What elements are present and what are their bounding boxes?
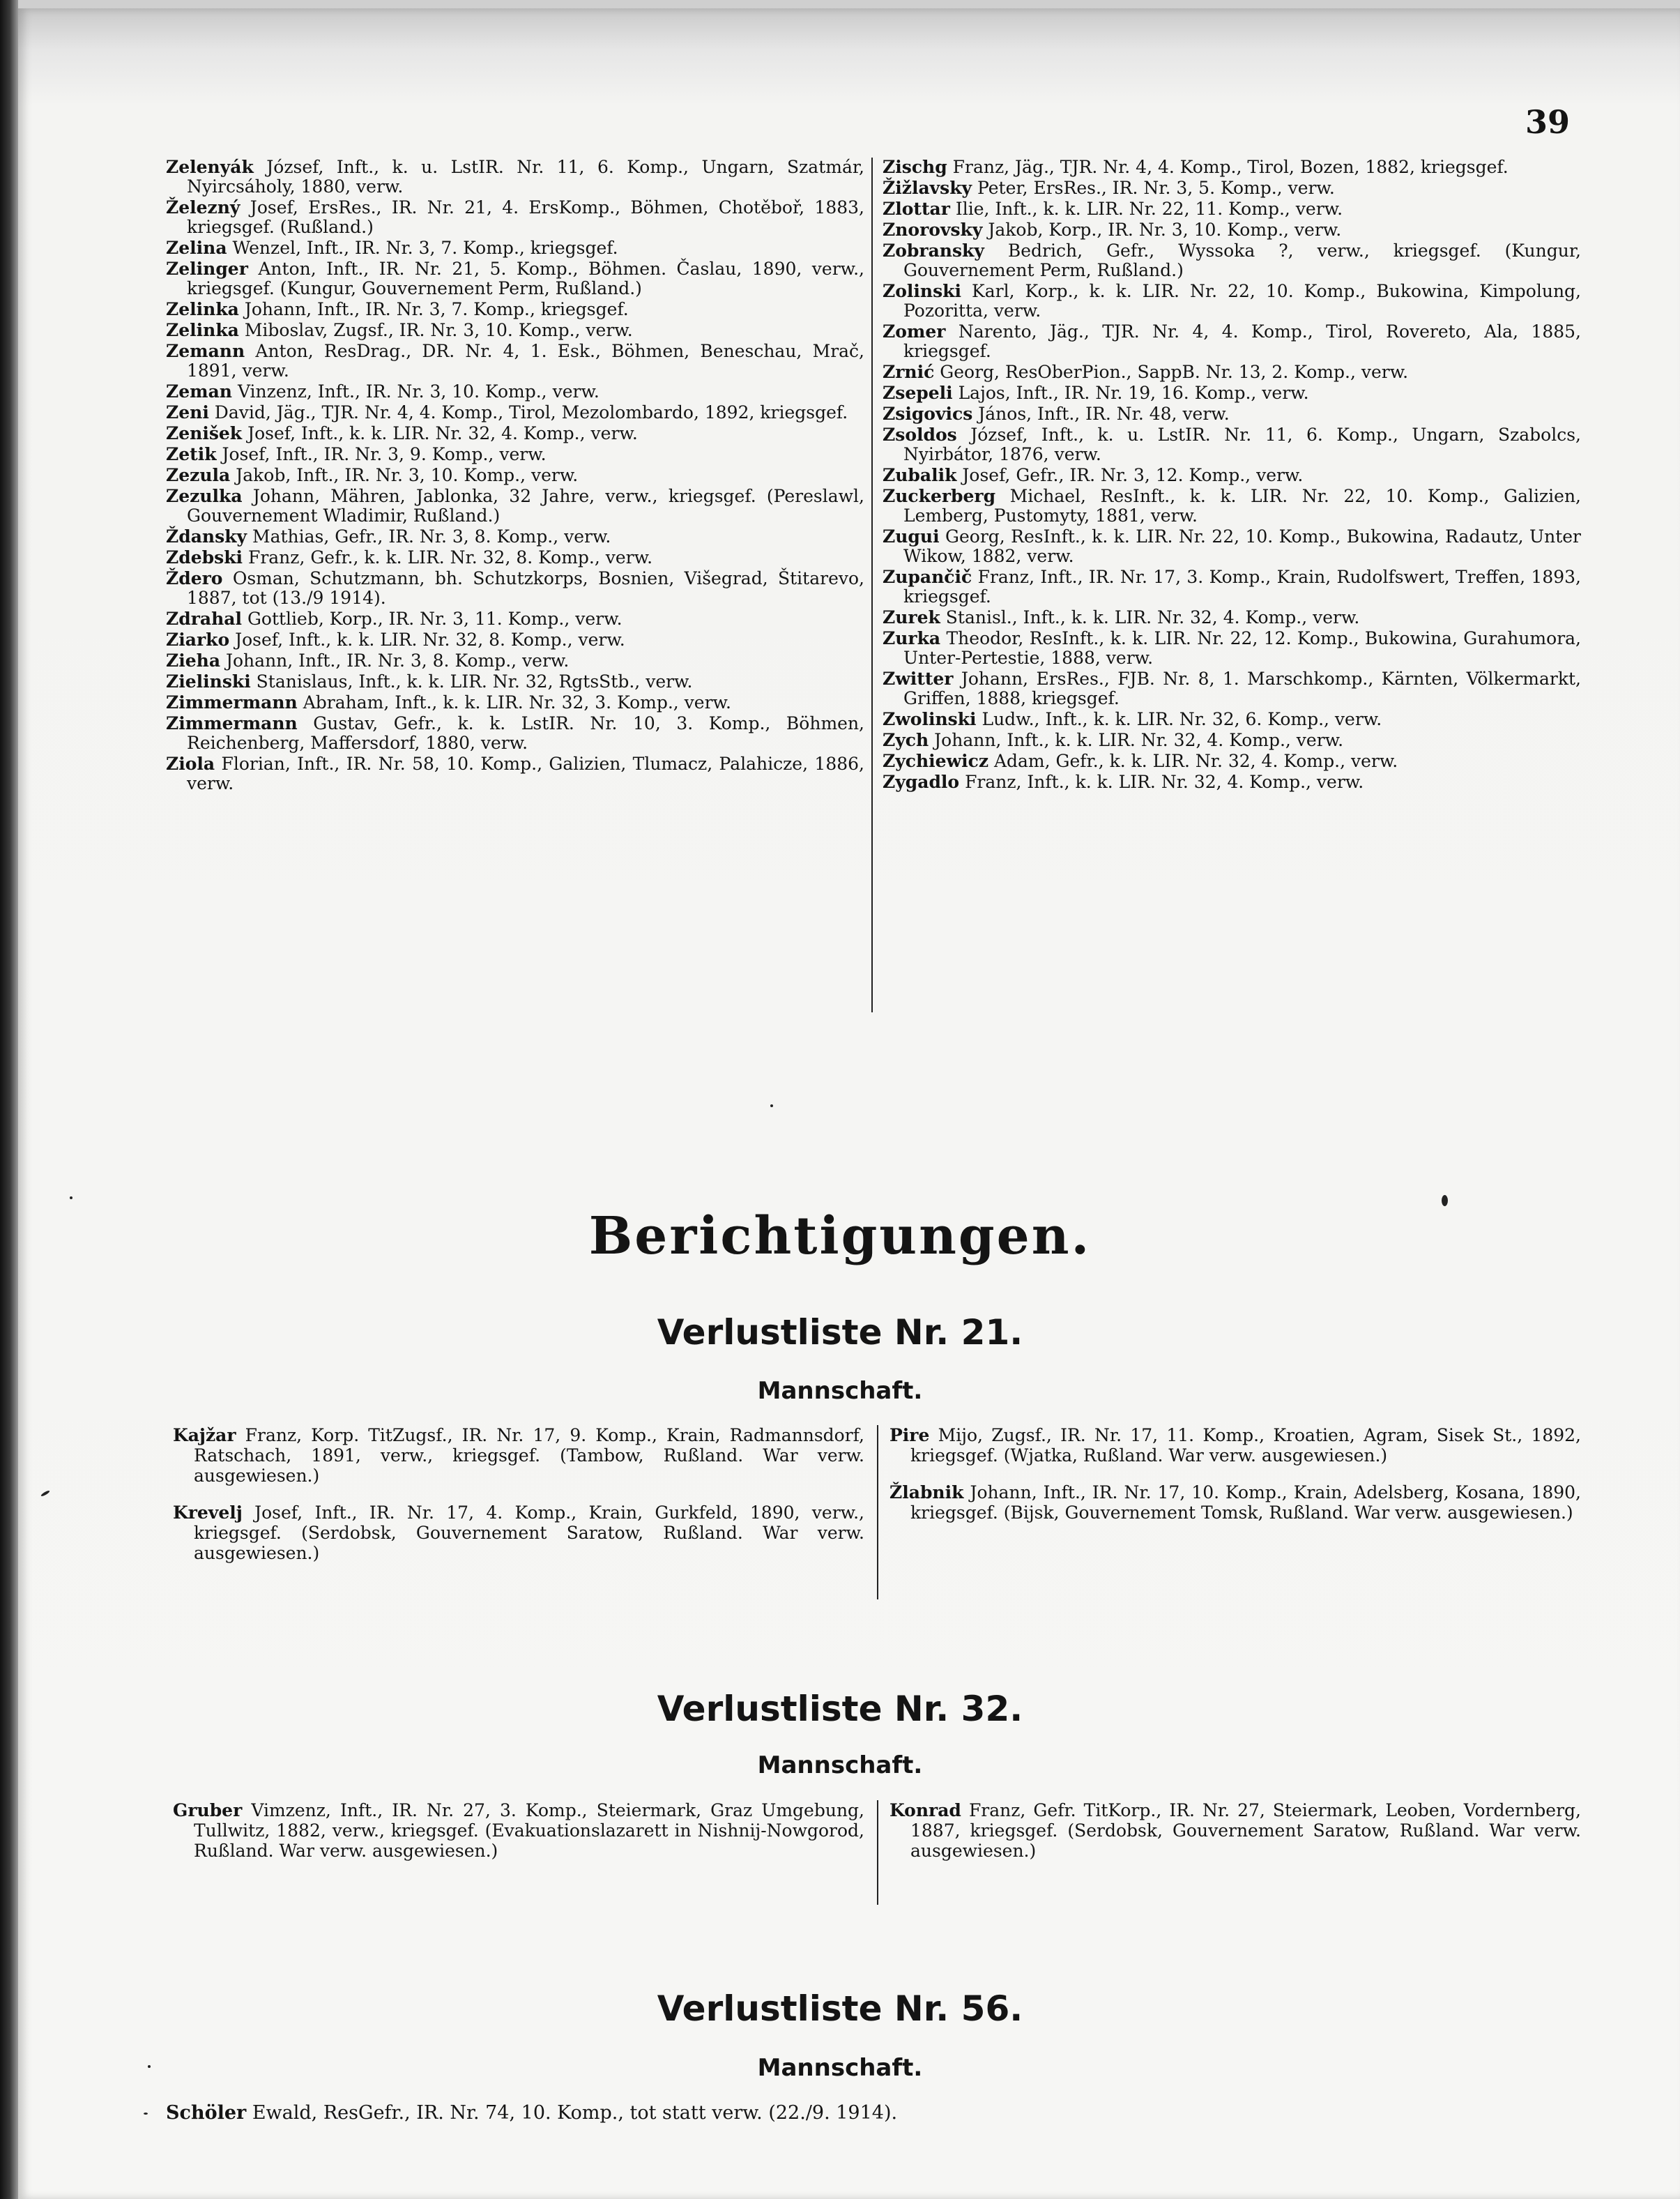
list-entry	[166, 693, 864, 713]
entry-details: Josef, Inft., k. k. LIR. Nr. 32, 4. Komp., verw.	[247, 423, 638, 443]
entry-details: Franz, Inft., IR. Nr. 17, 3. Komp., Krain, Rudolfswert, Treffen, 1893, kriegsgef.	[903, 567, 1581, 607]
entry-details: Anton, ResDrag., DR. Nr. 4, 1. Esk., Böhmen, Beneschau, Mrač, 1891, verw.	[187, 341, 864, 381]
entry-details: Johann, Inft., IR. Nr. 17, 10. Komp., Krain, Adelsberg, Kosana, 1890, kriegsgef. (Bijsk, Gouvernement Tomsk, Rußland. War verw. ausgewiesen.)	[910, 1482, 1581, 1523]
entry-details: Georg, ResInft., k. k. LIR. Nr. 22, 10. Komp., Bukowina, Radautz, Unter Wikow, 1882, verw.	[903, 526, 1581, 566]
entry-surname: Zwitter	[883, 669, 954, 689]
correction-entry	[173, 1425, 864, 1486]
scan-speck	[148, 2065, 151, 2068]
list-entry	[166, 548, 864, 568]
corrections-right-column	[889, 1425, 1581, 1539]
list-entry	[166, 609, 864, 629]
list-entry	[883, 220, 1581, 240]
entry-details: Vinzenz, Inft., IR. Nr. 3, 10. Komp., verw.	[237, 381, 600, 402]
list-entry	[166, 259, 864, 298]
entry-surname: Zuckerberg	[883, 486, 996, 506]
entry-details: Florian, Inft., IR. Nr. 58, 10. Komp., Galizien, Tlumacz, Palahicze, 1886, verw.	[187, 754, 864, 793]
list-entry	[166, 342, 864, 381]
entry-surname: Zischg	[883, 157, 947, 177]
entry-surname: Zimmermann	[166, 692, 298, 713]
loss-list-title: Verlustliste Nr. 56.	[657, 1988, 1023, 2029]
list-entry	[166, 754, 864, 793]
loss-list-title: Verlustliste Nr. 32.	[657, 1689, 1023, 1729]
entry-surname: Žižlavsky	[883, 178, 972, 198]
entry-details: Jakob, Korp., IR. Nr. 3, 10. Komp., verw.	[988, 220, 1342, 240]
entry-details: David, Jäg., TJR. Nr. 4, 4. Komp., Tirol, Mezolombardo, 1892, kriegsgef.	[214, 402, 848, 423]
entry-surname: Ziola	[166, 754, 215, 774]
entry-surname: Kajžar	[173, 1425, 236, 1445]
entry-details: Anton, Inft., IR. Nr. 21, 5. Komp., Böhmen. Časlau, 1890, verw., kriegsgef. (Kungur, Gouvernement Perm, Rußland.)	[187, 259, 865, 298]
scan-speck	[1442, 1195, 1448, 1206]
entry-details: József, Inft., k. u. LstIR. Nr. 11, 6. Komp., Ungarn, Szatmár, Nyircsáholy, 1880, verw.	[187, 157, 865, 197]
entry-surname: Gruber	[173, 1800, 243, 1820]
list-entry	[883, 383, 1581, 403]
entry-surname: Zubalik	[883, 465, 957, 485]
list-entry	[883, 527, 1581, 566]
list-entry	[883, 404, 1581, 424]
entry-surname: Pire	[889, 1425, 930, 1445]
entry-surname: Zygadlo	[883, 772, 960, 792]
entry-surname: Zsepeli	[883, 383, 953, 403]
entry-surname: Zimmermann	[166, 713, 298, 733]
entry-surname: Zobransky	[883, 241, 984, 261]
entry-details: Stanislaus, Inft., k. k. LIR. Nr. 32, RgtsStb., verw.	[256, 671, 693, 692]
entry-details: Johann, Mähren, Jablonka, 32 Jahre, verw., kriegsgef. (Pereslawl, Gouvernement Wladimir, Rußland.)	[187, 486, 864, 526]
list-entry	[883, 425, 1581, 464]
entry-surname: Žlabnik	[889, 1482, 964, 1502]
entry-details: Karl, Korp., k. k. LIR. Nr. 22, 10. Komp., Bukowina, Kimpolung, Pozoritta, verw.	[903, 281, 1582, 321]
entry-surname: Zelenyák	[166, 157, 254, 177]
entry-details: Georg, ResOberPion., SappB. Nr. 13, 2. Komp., verw.	[940, 362, 1409, 382]
entry-details: Johann, ErsRes., FJB. Nr. 8, 1. Marschkomp., Kärnten, Völkermarkt, Griffen, 1888, kriegsgef.	[903, 669, 1581, 708]
entry-details: Mijo, Zugsf., IR. Nr. 17, 11. Komp., Kroatien, Agram, Sisek St., 1892, kriegsgef. (Wjatka, Rußland. War verw. ausgewiesen.)	[910, 1425, 1581, 1466]
entry-details: Ilie, Inft., k. k. LIR. Nr. 22, 11. Komp., verw.	[955, 199, 1343, 219]
entry-surname: Ždansky	[166, 526, 247, 547]
list-entry	[883, 466, 1581, 485]
left-column	[166, 158, 864, 795]
entry-details: Jakob, Inft., IR. Nr. 3, 10. Komp., verw.	[236, 465, 579, 485]
entry-surname: Zeman	[166, 381, 232, 402]
list-entry	[883, 710, 1581, 729]
list-entry	[883, 322, 1581, 361]
list-entry	[883, 241, 1581, 280]
entry-surname: Zelinka	[166, 320, 239, 340]
entry-details: Josef, ErsRes., IR. Nr. 21, 4. ErsKomp., Böhmen, Chotěboř, 1883, kriegsgef. (Rußland.)	[187, 197, 864, 237]
entry-surname: Schöler	[166, 2102, 247, 2124]
entry-surname: Zelinka	[166, 299, 239, 319]
list-entry	[166, 321, 864, 340]
list-entry	[166, 527, 864, 547]
entry-details: Mathias, Gefr., IR. Nr. 3, 8. Komp., verw.	[252, 526, 611, 547]
list-entry	[883, 731, 1581, 750]
list-entry	[166, 487, 864, 526]
section-subtitle: Mannschaft.	[757, 1377, 923, 1405]
entry-surname: Zlottar	[883, 199, 950, 219]
entry-details: János, Inft., IR. Nr. 48, verw.	[978, 404, 1230, 424]
entry-details: Vimzenz, Inft., IR. Nr. 27, 3. Komp., Steiermark, Graz Umgebung, Tullwitz, 1882, verw., kriegsgef. (Evakuationslazarett in Nishnij-Nowgorod, Rußland. War verw. ausgewiesen.)	[194, 1800, 864, 1861]
corrections-left-column	[173, 1800, 864, 1878]
entry-surname: Zieha	[166, 650, 221, 671]
correction-entry	[889, 1425, 1581, 1466]
entry-surname: Zomer	[883, 321, 946, 342]
entry-details: Josef, Gefr., IR. Nr. 3, 12. Komp., verw.	[962, 465, 1304, 485]
list-entry	[166, 300, 864, 319]
entry-surname: Konrad	[889, 1800, 961, 1820]
entry-details: Franz, Jäg., TJR. Nr. 4, 4. Komp., Tirol, Bozen, 1882, kriegsgef.	[952, 157, 1509, 177]
list-entry	[166, 424, 864, 443]
list-entry	[883, 199, 1581, 219]
entry-details: Bedrich, Gefr., Wyssoka ?, verw., kriegsgef. (Kungur, Gouvernement Perm, Rußland.)	[903, 241, 1581, 280]
entry-surname: Zeni	[166, 402, 209, 423]
list-entry	[166, 651, 864, 671]
entry-details: Franz, Inft., k. k. LIR. Nr. 32, 4. Komp., verw.	[965, 772, 1364, 792]
correction-entry	[889, 1800, 1581, 1861]
entry-details: Gustav, Gefr., k. k. LstIR. Nr. 10, 3. Komp., Böhmen, Reichenberg, Maffersdorf, 1880, verw.	[187, 713, 865, 753]
list-entry	[883, 773, 1581, 792]
list-entry	[883, 158, 1581, 177]
entry-surname: Ždero	[166, 568, 223, 588]
corrections-heading: Berichtigungen.	[588, 1206, 1092, 1266]
list-entry	[166, 714, 864, 753]
entry-surname: Zdrahal	[166, 609, 242, 629]
entry-surname: Zwolinski	[883, 709, 977, 729]
entry-details: Osman, Schutzmann, bh. Schutzkorps, Bosnien, Višegrad, Štitarevo, 1887, tot (13./9 1914).	[187, 568, 864, 608]
entry-details: Michael, ResInft., k. k. LIR. Nr. 22, 10. Komp., Galizien, Lemberg, Pustomyty, 1881, verw.	[903, 486, 1581, 526]
entry-surname: Zurek	[883, 607, 940, 627]
correction-entry	[173, 1800, 864, 1861]
list-entry	[166, 630, 864, 650]
list-entry	[166, 672, 864, 692]
entry-surname: Zezula	[166, 465, 231, 485]
list-entry	[166, 466, 864, 485]
entry-surname: Zetik	[166, 444, 217, 464]
entry-surname: Zolinski	[883, 281, 961, 301]
entry-details: Gottlieb, Korp., IR. Nr. 3, 11. Komp., verw.	[247, 609, 623, 629]
scan-speck	[70, 1196, 72, 1199]
entry-surname: Zupančič	[883, 567, 972, 587]
entry-surname: Železný	[166, 197, 240, 218]
entry-details: Stanisl., Inft., k. k. LIR. Nr. 32, 4. Komp., verw.	[945, 607, 1360, 627]
list-entry	[883, 629, 1581, 668]
entry-details: Josef, Inft., k. k. LIR. Nr. 32, 8. Komp., verw.	[235, 630, 625, 650]
entry-surname: Zsigovics	[883, 404, 973, 424]
entry-surname: Zenišek	[166, 423, 243, 443]
list-entry	[166, 382, 864, 402]
corrections-left-column	[173, 1425, 864, 1580]
entry-surname: Zielinski	[166, 671, 251, 692]
entry-surname: Zelina	[166, 238, 227, 258]
list-entry	[883, 282, 1581, 321]
scan-speck	[770, 1104, 773, 1107]
list-entry	[166, 403, 864, 423]
entry-details: Ludw., Inft., k. k. LIR. Nr. 32, 6. Komp., verw.	[982, 709, 1382, 729]
entry-details: Josef, Inft., IR. Nr. 3, 9. Komp., verw.	[222, 444, 547, 464]
list-entry	[883, 669, 1581, 708]
entry-details: Peter, ErsRes., IR. Nr. 3, 5. Komp., verw.	[977, 178, 1335, 198]
column-divider	[871, 158, 873, 1012]
column-divider	[877, 1800, 878, 1905]
section-subtitle: Mannschaft.	[757, 1751, 923, 1779]
section-subtitle: Mannschaft.	[757, 2054, 923, 2082]
entry-details: József, Inft., k. u. LstIR. Nr. 11, 6. Komp., Ungarn, Szabolcs, Nyirbátor, 1876, verw.	[903, 425, 1581, 464]
list-entry	[166, 569, 864, 608]
list-entry	[883, 363, 1581, 382]
entry-surname: Zurka	[883, 628, 941, 648]
entry-details: Abraham, Inft., k. k. LIR. Nr. 32, 3. Komp., verw.	[303, 692, 731, 713]
entry-details: Ewald, ResGefr., IR. Nr. 74, 10. Komp., tot statt verw. (22./9. 1914).	[252, 2102, 898, 2124]
column-divider	[877, 1425, 878, 1599]
list-entry	[883, 608, 1581, 627]
entry-details: Theodor, ResInft., k. k. LIR. Nr. 22, 12. Komp., Bukowina, Gurahumora, Unter-Pertestie, 1888, verw.	[903, 628, 1581, 668]
entry-surname: Zdebski	[166, 547, 243, 568]
entry-details: Josef, Inft., IR. Nr. 17, 4. Komp., Krain, Gurkfeld, 1890, verw., kriegsgef. (Serdobsk, Gouvernement Saratow, Rußland. War verw. ausgewiesen.)	[194, 1502, 864, 1563]
list-entry	[166, 445, 864, 464]
entry-details: Narento, Jäg., TJR. Nr. 4, 4. Komp., Tirol, Rovereto, Ala, 1885, kriegsgef.	[903, 321, 1581, 361]
entry-surname: Zezulka	[166, 486, 243, 506]
entry-details: Wenzel, Inft., IR. Nr. 3, 7. Komp., kriegsgef.	[232, 238, 618, 258]
correction-entry	[166, 2103, 1560, 2124]
list-entry	[883, 487, 1581, 526]
entry-surname: Zychiewicz	[883, 751, 989, 771]
right-column	[883, 158, 1581, 793]
entry-details: Franz, Korp. TitZugsf., IR. Nr. 17, 9. Komp., Krain, Radmannsdorf, Ratschach, 1891, verw., kriegsgef. (Tambow, Rußland. War verw. ausgewiesen.)	[194, 1425, 864, 1486]
entry-surname: Zugui	[883, 526, 940, 547]
correction-entry	[889, 1482, 1581, 1523]
list-entry	[883, 752, 1581, 771]
entry-surname: Ziarko	[166, 630, 230, 650]
entry-surname: Zsoldos	[883, 425, 957, 445]
list-entry	[166, 198, 864, 237]
page-number: 39	[1525, 103, 1570, 141]
loss-list-title: Verlustliste Nr. 21.	[657, 1312, 1023, 1353]
entry-surname: Krevelj	[173, 1502, 243, 1523]
entry-surname: Znorovsky	[883, 220, 983, 240]
entry-surname: Zrnić	[883, 362, 935, 382]
entry-surname: Zelinger	[166, 259, 248, 279]
entry-details: Adam, Gefr., k. k. LIR. Nr. 32, 4. Komp., verw.	[993, 751, 1398, 771]
entry-details: Johann, Inft., IR. Nr. 3, 7. Komp., kriegsgef.	[244, 299, 629, 319]
entry-details: Franz, Gefr., k. k. LIR. Nr. 32, 8. Komp., verw.	[247, 547, 653, 568]
entry-details: Lajos, Inft., IR. Nr. 19, 16. Komp., verw.	[958, 383, 1309, 403]
entry-surname: Zych	[883, 730, 929, 750]
list-entry	[166, 238, 864, 258]
entry-details: Miboslav, Zugsf., IR. Nr. 3, 10. Komp., verw.	[244, 320, 633, 340]
correction-entry	[173, 1502, 864, 1563]
entry-details: Johann, Inft., IR. Nr. 3, 8. Komp., verw.	[225, 650, 570, 671]
corrections-right-column	[889, 1800, 1581, 1878]
list-entry	[883, 568, 1581, 607]
binding-edge	[0, 0, 18, 2199]
list-entry	[166, 158, 864, 197]
entry-details: Johann, Inft., k. k. LIR. Nr. 32, 4. Komp., verw.	[934, 730, 1344, 750]
scan-speck	[144, 2113, 148, 2115]
list-entry	[883, 178, 1581, 198]
entry-surname: Zemann	[166, 341, 245, 361]
entry-details: Franz, Gefr. TitKorp., IR. Nr. 27, Steiermark, Leoben, Vordernberg, 1887, kriegsgef. (Serdobsk, Gouvernement Saratow, Rußland. War verw. ausgewiesen.)	[910, 1800, 1582, 1861]
